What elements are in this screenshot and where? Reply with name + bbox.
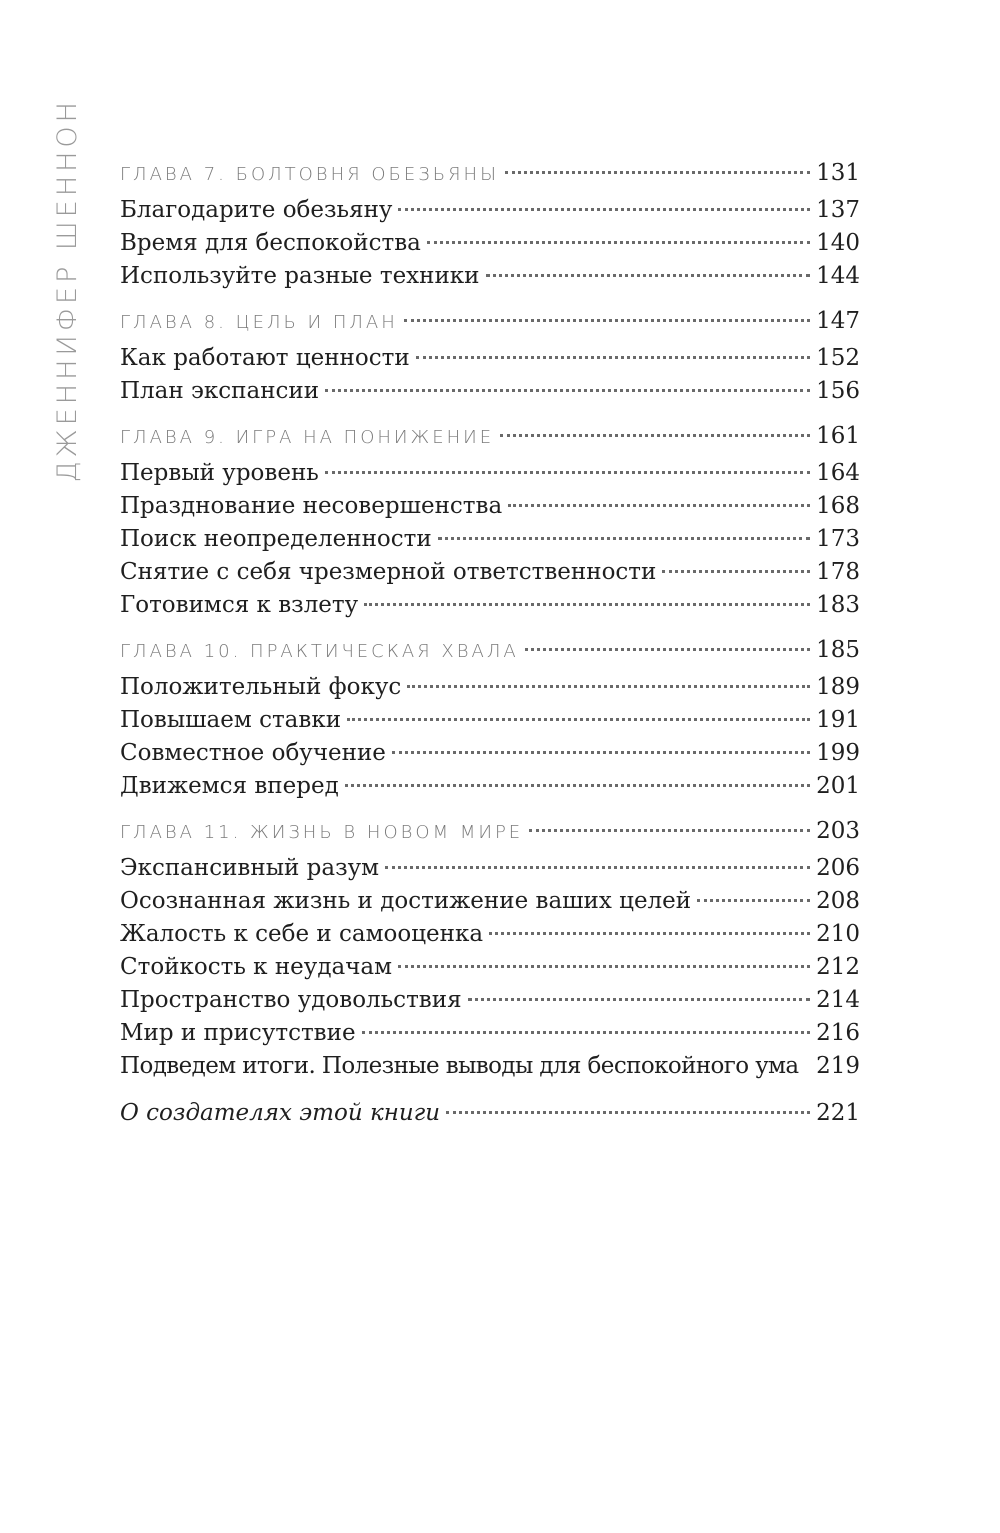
toc-entry[interactable] xyxy=(120,375,860,408)
credits-title: О создателях этой книги xyxy=(120,1100,441,1126)
page-number: 156 xyxy=(816,378,860,404)
dot-leader xyxy=(345,783,810,787)
entry-title: Повышаем ставки xyxy=(120,707,342,733)
running-head-author: ДЖЕННИФЕР ШЕННОН xyxy=(52,98,83,483)
page-number: 137 xyxy=(816,197,860,223)
entry-title: Используйте разные техники xyxy=(120,263,480,289)
chapter-7 xyxy=(120,157,860,293)
dot-leader xyxy=(525,647,810,651)
page-number: 178 xyxy=(816,559,860,585)
page-number: 147 xyxy=(816,308,860,334)
dot-leader xyxy=(325,470,810,474)
page-number: 140 xyxy=(816,230,860,256)
dot-leader xyxy=(325,388,810,392)
chapter-title: ГЛАВА 7. БОЛТОВНЯ ОБЕЗЬЯНЫ xyxy=(120,164,499,185)
dot-leader xyxy=(427,240,810,244)
toc-entry[interactable] xyxy=(120,704,860,737)
page-number: 185 xyxy=(816,637,860,663)
page-number: 173 xyxy=(816,526,860,552)
page-number: 203 xyxy=(816,818,860,844)
entry-title: Подведем итоги. Полезные выводы для беспокойного ума xyxy=(120,1053,799,1079)
page-number: 221 xyxy=(816,1100,860,1126)
dot-leader xyxy=(392,750,810,754)
dot-leader xyxy=(398,964,810,968)
table-of-contents xyxy=(120,157,860,1130)
page-number: 212 xyxy=(816,954,860,980)
entry-title: Готовимся к взлету xyxy=(120,592,359,618)
page-number: 210 xyxy=(816,921,860,947)
dot-leader xyxy=(404,318,810,322)
page-number: 199 xyxy=(816,740,860,766)
chapter-heading[interactable] xyxy=(120,305,860,341)
dot-leader xyxy=(364,602,810,606)
page-number: 152 xyxy=(816,345,860,371)
toc-entry[interactable] xyxy=(120,490,860,523)
toc-entry[interactable] xyxy=(120,885,860,918)
chapter-title: ГЛАВА 11. ЖИЗНЬ В НОВОМ МИРЕ xyxy=(120,822,524,843)
toc-entry[interactable] xyxy=(120,194,860,227)
entry-title: Снятие с себя чрезмерной ответственности xyxy=(120,559,657,585)
toc-entry[interactable] xyxy=(120,457,860,490)
dot-leader xyxy=(398,207,810,211)
dot-leader xyxy=(489,931,810,935)
toc-entry[interactable] xyxy=(120,556,860,589)
page-number: 208 xyxy=(816,888,860,914)
page-number: 201 xyxy=(816,773,860,799)
page-number: 183 xyxy=(816,592,860,618)
credits-entry[interactable] xyxy=(120,1097,860,1130)
entry-title: Движемся вперед xyxy=(120,773,339,799)
page-number: 191 xyxy=(816,707,860,733)
dot-leader xyxy=(697,898,810,902)
toc-entry[interactable] xyxy=(120,984,860,1017)
entry-title: Мир и присутствие xyxy=(120,1020,356,1046)
chapter-8 xyxy=(120,305,860,408)
dot-leader xyxy=(416,355,810,359)
toc-entry[interactable] xyxy=(120,589,860,622)
page-number: 219 xyxy=(816,1053,860,1079)
toc-entry[interactable] xyxy=(120,852,860,885)
toc-entry[interactable] xyxy=(120,342,860,375)
chapter-10 xyxy=(120,634,860,803)
chapter-11 xyxy=(120,815,860,1083)
dot-leader xyxy=(438,536,810,540)
toc-entry[interactable] xyxy=(120,523,860,556)
entry-title: Благодарите обезьяну xyxy=(120,197,393,223)
page-number: 189 xyxy=(816,674,860,700)
page-number: 214 xyxy=(816,987,860,1013)
dot-leader xyxy=(347,717,810,721)
dot-leader xyxy=(529,828,810,832)
dot-leader xyxy=(486,273,811,277)
dot-leader xyxy=(662,569,810,573)
page-number: 161 xyxy=(816,423,860,449)
entry-title: Совместное обучение xyxy=(120,740,386,766)
toc-entry[interactable] xyxy=(120,951,860,984)
toc-entry[interactable] xyxy=(120,737,860,770)
chapter-9 xyxy=(120,420,860,622)
entry-title: Время для беспокойства xyxy=(120,230,421,256)
chapter-title: ГЛАВА 8. ЦЕЛЬ И ПЛАН xyxy=(120,312,398,333)
chapter-title: ГЛАВА 9. ИГРА НА ПОНИЖЕНИЕ xyxy=(120,427,495,448)
dot-leader xyxy=(446,1110,810,1114)
dot-leader xyxy=(407,684,810,688)
dot-leader xyxy=(500,433,810,437)
entry-title: Экспансивный разум xyxy=(120,855,380,881)
chapter-heading[interactable] xyxy=(120,634,860,670)
page-number: 168 xyxy=(816,493,860,519)
entry-title: Пространство удовольствия xyxy=(120,987,462,1013)
chapter-title: ГЛАВА 10. ПРАКТИЧЕСКАЯ ХВАЛА xyxy=(120,641,519,662)
entry-title: Стойкость к неудачам xyxy=(120,954,393,980)
dot-leader xyxy=(508,503,810,507)
toc-entry[interactable] xyxy=(120,260,860,293)
entry-title: Поиск неопределенности xyxy=(120,526,432,552)
page-number: 206 xyxy=(816,855,860,881)
toc-entry[interactable] xyxy=(120,1050,860,1083)
page-number: 164 xyxy=(816,460,860,486)
dot-leader xyxy=(362,1030,811,1034)
dot-leader xyxy=(385,865,810,869)
chapter-heading[interactable] xyxy=(120,420,860,456)
entry-title: Жалость к себе и самооценка xyxy=(120,921,484,947)
page-number: 216 xyxy=(816,1020,860,1046)
toc-entry[interactable] xyxy=(120,1017,860,1050)
entry-title: Осознанная жизнь и достижение ваших целей xyxy=(120,888,692,914)
entry-title: Как работают ценности xyxy=(120,345,410,371)
dot-leader xyxy=(505,170,810,174)
toc-entry[interactable] xyxy=(120,227,860,260)
toc-entry[interactable] xyxy=(120,671,860,704)
toc-entry[interactable] xyxy=(120,770,860,803)
entry-title: План экспансии xyxy=(120,378,320,404)
entry-title: Празднование несовершенства xyxy=(120,493,503,519)
toc-entry[interactable] xyxy=(120,918,860,951)
dot-leader xyxy=(468,997,811,1001)
entry-title: Первый уровень xyxy=(120,460,319,486)
chapter-heading[interactable] xyxy=(120,157,860,193)
chapter-heading[interactable] xyxy=(120,815,860,851)
entry-title: Положительный фокус xyxy=(120,674,402,700)
page-number: 144 xyxy=(816,263,860,289)
page-number: 131 xyxy=(816,160,860,186)
